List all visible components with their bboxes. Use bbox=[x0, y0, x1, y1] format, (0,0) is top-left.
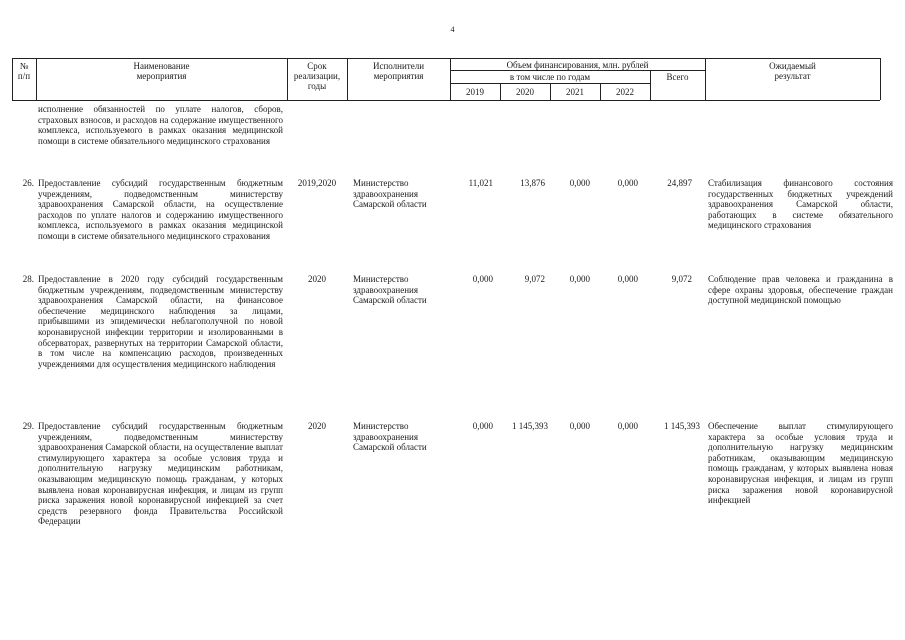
header-year-2019: 2019 bbox=[466, 87, 484, 97]
row-value-2020: 1 145,393 bbox=[512, 421, 548, 431]
row-executor: Министерство здравоохранения Самарской области bbox=[353, 274, 427, 306]
header-name: Наименование мероприятия bbox=[133, 61, 190, 81]
row-value-2019: 0,000 bbox=[472, 421, 493, 431]
header-by-year: в том числе по годам bbox=[509, 72, 591, 82]
header-result: Ожидаемый результат bbox=[769, 61, 816, 81]
row-value-2021: 0,000 bbox=[569, 421, 590, 431]
header-no: № п/п bbox=[17, 61, 31, 81]
row-number: 29. bbox=[22, 421, 34, 431]
row-value-2019: 11,021 bbox=[468, 178, 493, 188]
row-value-total: 1 145,393 bbox=[664, 421, 700, 431]
row-value-total: 9,072 bbox=[671, 274, 692, 284]
row-value-2019: 0,000 bbox=[472, 274, 493, 284]
row-name: Предоставление субсидий государственным бюджетным учреждениям, подведомственным министерству здравоохранения Самарской области, на осуществление выплат стимулирующего характера за особые условия труда и дополнительную нагрузку медицинским работникам, оказывающим медицинскую помощь гражданам, у которых выявлена новая коронавирусная инфекция, и лицам из групп риска заражения новой коронавирусной инфекцией за счет средств резервного фонда Правительства Российской Федерации bbox=[38, 421, 283, 527]
header-year-2022: 2022 bbox=[616, 87, 634, 97]
header-finance: Объем финансирования, млн. рублей bbox=[506, 60, 649, 70]
row-term: 2020 bbox=[308, 274, 326, 284]
row-value-2021: 0,000 bbox=[569, 274, 590, 284]
header-term: Срок реализации, годы bbox=[293, 61, 341, 91]
row-value-2021: 0,000 bbox=[569, 178, 590, 188]
row-name: Предоставление в 2020 году субсидий государственным бюджетным учреждениям, подведомственным министерству здравоохранения Самарской области, на финансовое обеспечение медицинского наблюдения за лицами, прибывшими из эпидемически неблагополучной по новой коронавирусной инфекции территории и изолированными в обсерваторах, развернутых на территории Самарской области, в том числе на компенсацию расходов, произведенных учреждениями для осуществления медицинского наблюдения bbox=[38, 274, 283, 369]
row-result: Стабилизация финансового состояния государственных бюджетных учреждений здравоохранения Самарской области, работающих в системе обязательного медицинского страхования bbox=[708, 178, 893, 231]
continuation-text: исполнение обязанностей по уплате налогов, сборов, страховых взносов, и расходов на содержание имущественного комплекса, используемого в рамках оказания медицинской помощи в системе обязательного медицинского страхования bbox=[38, 104, 283, 146]
header-total: Всего bbox=[666, 72, 689, 82]
row-executor: Министерство здравоохранения Самарской области bbox=[353, 178, 427, 210]
row-number: 28. bbox=[22, 274, 34, 284]
row-term: 2020 bbox=[308, 421, 326, 431]
row-executor: Министерство здравоохранения Самарской области bbox=[353, 421, 427, 453]
header-year-2021: 2021 bbox=[566, 87, 584, 97]
row-number: 26. bbox=[22, 178, 34, 188]
row-value-2022: 0,000 bbox=[617, 178, 638, 188]
row-value-2020: 13,876 bbox=[520, 178, 545, 188]
row-value-2022: 0,000 bbox=[617, 421, 638, 431]
page-number: 4 bbox=[450, 25, 455, 34]
row-value-2022: 0,000 bbox=[617, 274, 638, 284]
row-result: Обеспечение выплат стимулирующего характера за особые условия труда и дополнительную нагрузку медицинским работникам, оказывающим медицинскую помощь гражданам, у которых выявлена новая коронавирусная инфекция, и лицам из групп риска заражения новой коронавирусной инфекцией bbox=[708, 421, 893, 506]
row-value-total: 24,897 bbox=[667, 178, 692, 188]
row-result: Соблюдение прав человека и гражданина в сфере охраны здоровья, обеспечение граждан доступной медицинской помощью bbox=[708, 274, 893, 306]
row-value-2020: 9,072 bbox=[524, 274, 545, 284]
header-year-2020: 2020 bbox=[516, 87, 534, 97]
row-term: 2019,2020 bbox=[297, 178, 337, 188]
row-name: Предоставление субсидий государственным бюджетным учреждениям, подведомственным министерству здравоохранения Самарской области, на осуществление расходов по уплате налогов и содержанию имущественного комплекса, используемого в рамках оказания медицинской помощи в системе обязательного медицинского страхования bbox=[38, 178, 283, 241]
header-executor: Исполнители мероприятия bbox=[372, 61, 425, 81]
